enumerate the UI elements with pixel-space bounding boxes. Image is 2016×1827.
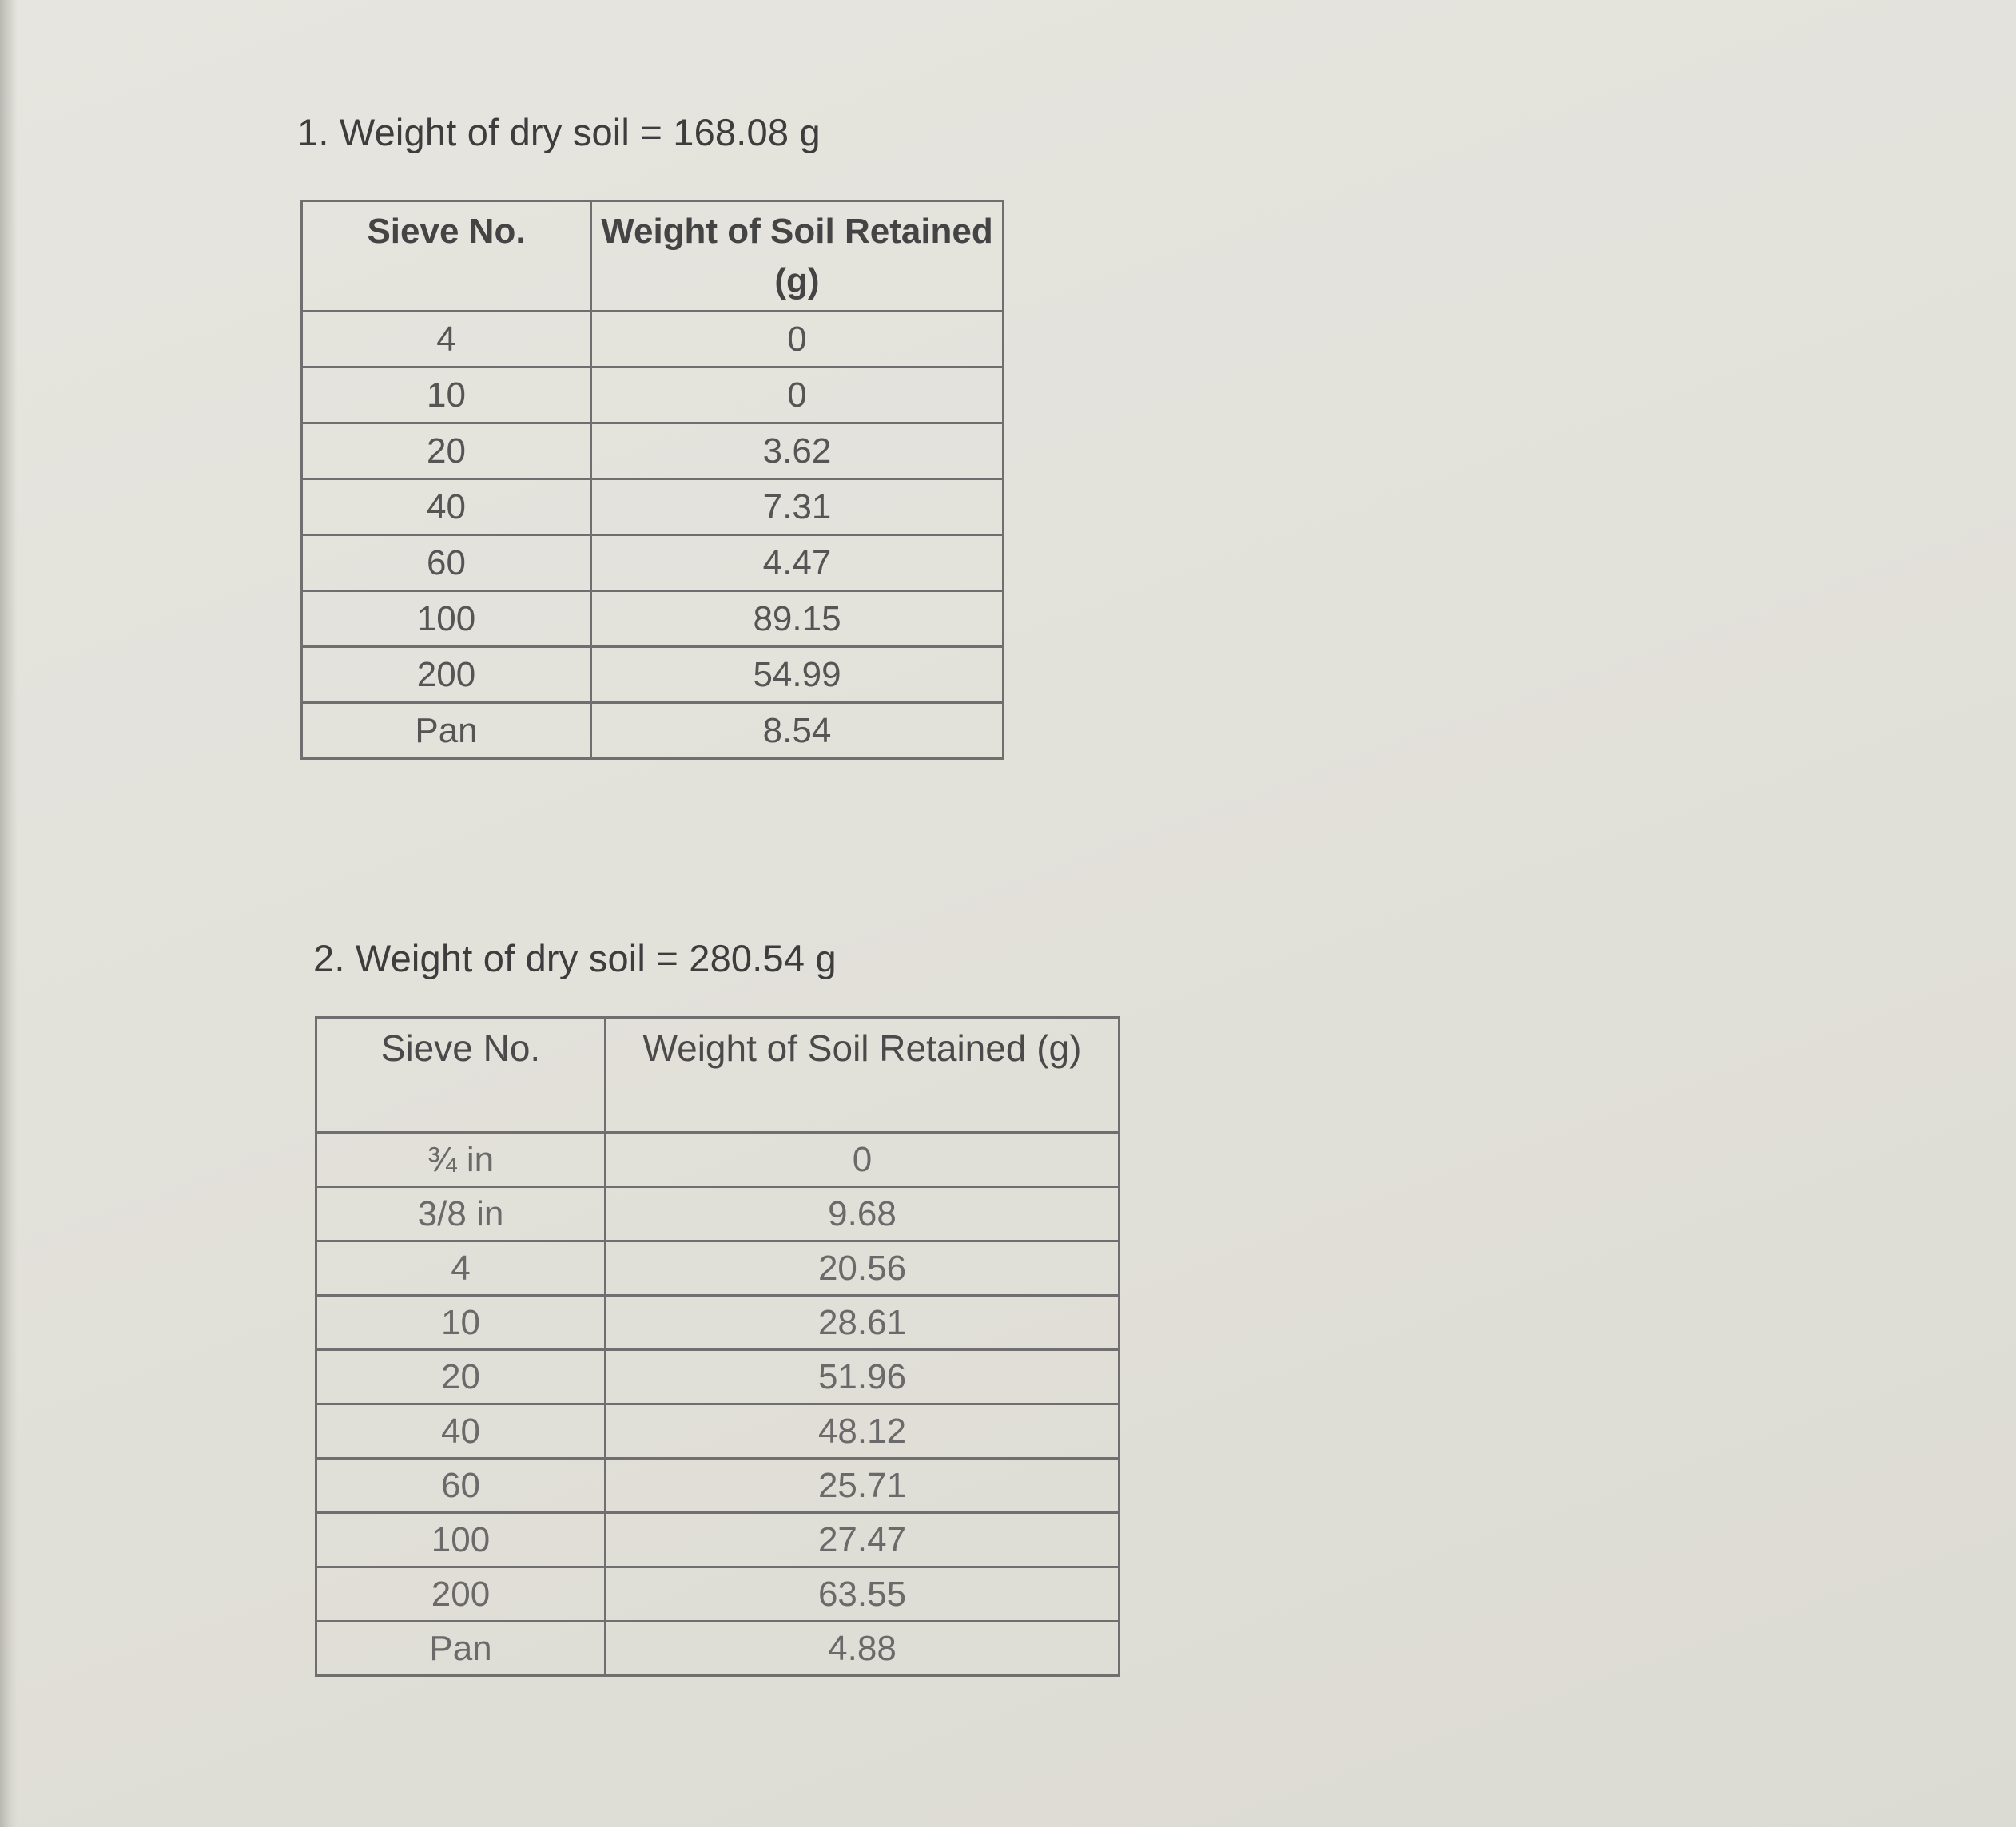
weight-retained-cell: 27.47	[606, 1513, 1119, 1567]
sieve-number-cell: 20	[302, 423, 591, 479]
table-row	[316, 1513, 1119, 1567]
table-row	[302, 647, 1004, 703]
column-header-sieve-no: Sieve No.	[302, 201, 591, 312]
table-body	[316, 1133, 1119, 1676]
section-2-heading: 2. Weight of dry soil = 280.54 g	[313, 937, 837, 979]
sieve-number-cell: 40	[316, 1404, 606, 1459]
table-row	[302, 591, 1004, 647]
table-row	[316, 1350, 1119, 1404]
section-1-heading: 1. Weight of dry soil = 168.08 g	[297, 111, 821, 153]
weight-retained-cell: 54.99	[591, 647, 1004, 703]
table-row	[316, 1404, 1119, 1459]
weight-retained-cell: 0	[591, 367, 1004, 423]
sieve-number-cell: 4	[316, 1241, 606, 1296]
table-row	[316, 1133, 1119, 1187]
table-row	[302, 479, 1004, 535]
weight-retained-cell: 0	[591, 312, 1004, 367]
page-edge-shadow	[0, 0, 18, 1827]
table-row	[316, 1241, 1119, 1296]
table-row	[316, 1622, 1119, 1676]
sieve-number-cell: 60	[316, 1459, 606, 1513]
table-row	[302, 367, 1004, 423]
sieve-table-2	[315, 1016, 1120, 1677]
table-row	[316, 1296, 1119, 1350]
weight-retained-cell: 48.12	[606, 1404, 1119, 1459]
weight-retained-cell: 20.56	[606, 1241, 1119, 1296]
table-row	[302, 423, 1004, 479]
weight-retained-cell: 4.47	[591, 535, 1004, 591]
table-header-row	[302, 201, 1004, 312]
sieve-number-cell: Pan	[316, 1622, 606, 1676]
column-header-weight-retained: Weight of Soil Retained (g)	[606, 1018, 1119, 1133]
weight-retained-cell: 25.71	[606, 1459, 1119, 1513]
table-row	[316, 1187, 1119, 1241]
weight-retained-cell: 8.54	[591, 703, 1004, 759]
weight-retained-cell: 63.55	[606, 1567, 1119, 1622]
sieve-number-cell: 200	[316, 1567, 606, 1622]
table-header-row	[316, 1018, 1119, 1133]
sieve-number-cell: 10	[302, 367, 591, 423]
sieve-number-cell: ¾ in	[316, 1133, 606, 1187]
sieve-number-cell: 40	[302, 479, 591, 535]
sieve-number-cell: 3/8 in	[316, 1187, 606, 1241]
table-row	[302, 535, 1004, 591]
sieve-number-cell: 100	[316, 1513, 606, 1567]
sieve-number-cell: 10	[316, 1296, 606, 1350]
sieve-number-cell: 200	[302, 647, 591, 703]
weight-retained-cell: 89.15	[591, 591, 1004, 647]
sieve-number-cell: 100	[302, 591, 591, 647]
weight-retained-cell: 28.61	[606, 1296, 1119, 1350]
sieve-table-1	[300, 200, 1004, 760]
weight-retained-cell: 3.62	[591, 423, 1004, 479]
sieve-number-cell: 60	[302, 535, 591, 591]
table-row	[302, 703, 1004, 759]
table-row	[302, 312, 1004, 367]
weight-retained-cell: 51.96	[606, 1350, 1119, 1404]
column-header-weight-retained: Weight of Soil Retained (g)	[591, 201, 1004, 312]
sieve-number-cell: Pan	[302, 703, 591, 759]
weight-retained-cell: 7.31	[591, 479, 1004, 535]
table-row	[316, 1459, 1119, 1513]
weight-retained-cell: 0	[606, 1133, 1119, 1187]
table-row	[316, 1567, 1119, 1622]
sieve-number-cell: 4	[302, 312, 591, 367]
sieve-number-cell: 20	[316, 1350, 606, 1404]
weight-retained-cell: 9.68	[606, 1187, 1119, 1241]
weight-retained-cell: 4.88	[606, 1622, 1119, 1676]
column-header-sieve-no: Sieve No.	[316, 1018, 606, 1133]
table-body	[302, 312, 1004, 759]
